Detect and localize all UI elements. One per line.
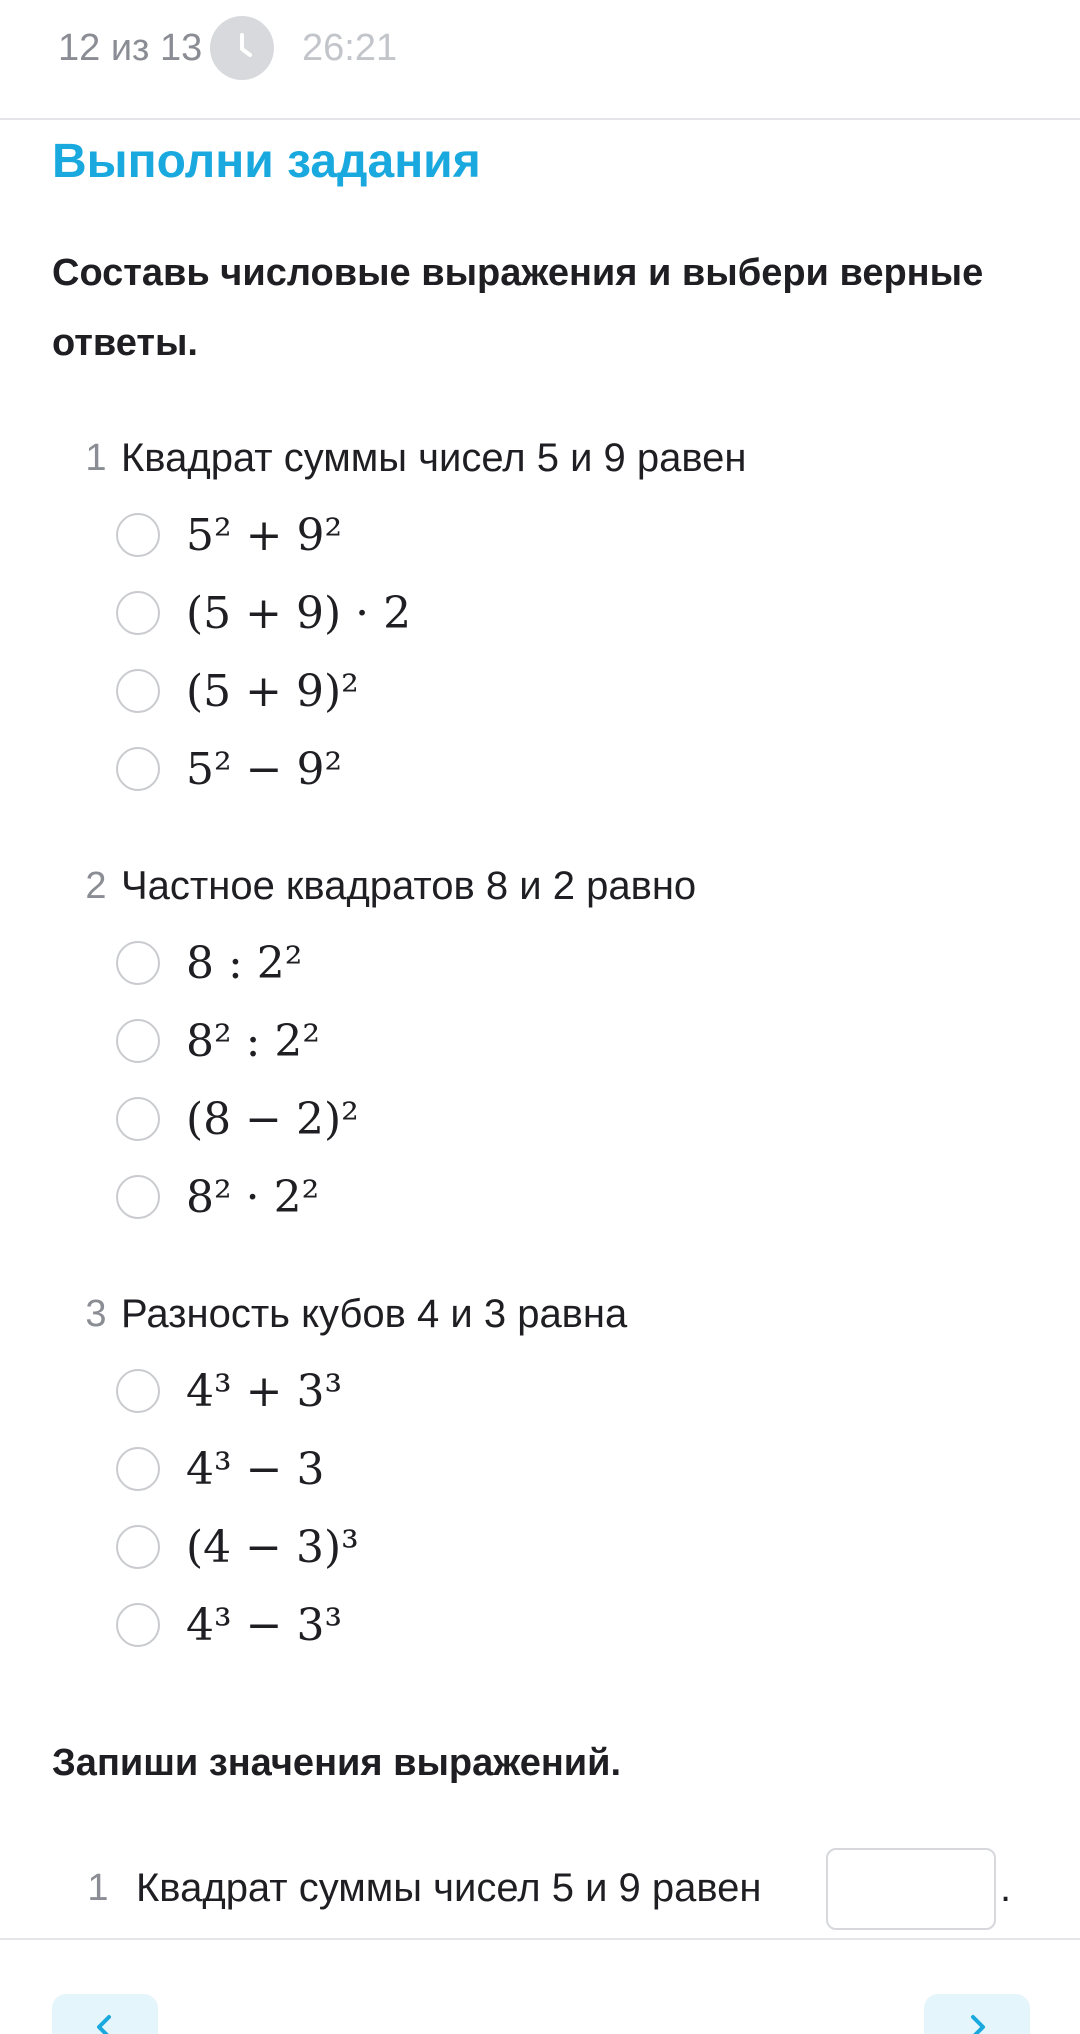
answer-option[interactable] xyxy=(0,1012,600,1072)
answer-option[interactable] xyxy=(0,584,600,644)
item-suffix: . xyxy=(1000,1866,1012,1910)
timer: 26:21 xyxy=(302,27,398,69)
option-expression: (5 + 9)² xyxy=(186,666,359,717)
answer-option[interactable] xyxy=(0,1362,600,1422)
item-number: 1 xyxy=(87,1867,109,1909)
radio-button[interactable] xyxy=(116,941,160,985)
question-number: 2 xyxy=(85,865,107,907)
question-number: 3 xyxy=(85,1293,107,1335)
question-number: 1 xyxy=(85,437,107,479)
radio-button[interactable] xyxy=(116,669,160,713)
radio-button[interactable] xyxy=(116,1603,160,1647)
question-text: Частное квадратов 8 и 2 равно xyxy=(121,864,697,908)
option-expression: 8² : 2² xyxy=(186,1016,321,1067)
option-expression: 4³ − 3³ xyxy=(186,1600,343,1651)
option-expression: 4³ − 3 xyxy=(186,1444,325,1495)
answer-option[interactable] xyxy=(0,934,600,994)
option-expression: (4 − 3)³ xyxy=(186,1522,359,1573)
next-button[interactable] xyxy=(924,1994,1030,2034)
answer-input[interactable] xyxy=(826,1848,996,1930)
section-instruction: Составь числовые выражения и выбери верные ответы. xyxy=(52,252,984,364)
radio-button[interactable] xyxy=(116,1097,160,1141)
option-expression: 5² + 9² xyxy=(186,510,343,561)
fill-in-item xyxy=(0,1848,1080,1928)
radio-button[interactable] xyxy=(116,1447,160,1491)
answer-option[interactable] xyxy=(0,740,600,800)
answer-option[interactable] xyxy=(0,1518,600,1578)
section-instruction: Запиши значения выражений. xyxy=(52,1742,622,1784)
option-expression: 5² − 9² xyxy=(186,744,343,795)
answer-option[interactable] xyxy=(0,1168,600,1228)
bottom-navigation xyxy=(0,1938,1080,2034)
option-expression: 8² · 2² xyxy=(186,1172,320,1223)
answer-option[interactable] xyxy=(0,662,600,722)
question-header xyxy=(0,1284,1080,1344)
question-header xyxy=(0,856,1080,916)
answer-option[interactable] xyxy=(0,506,600,566)
radio-button[interactable] xyxy=(116,1019,160,1063)
question-text: Квадрат суммы чисел 5 и 9 равен xyxy=(121,436,747,480)
clock-icon xyxy=(210,16,274,80)
item-text: Квадрат суммы чисел 5 и 9 равен xyxy=(136,1866,762,1910)
radio-button[interactable] xyxy=(116,513,160,557)
question-text: Разность кубов 4 и 3 равна xyxy=(121,1292,628,1336)
question-header xyxy=(0,428,1080,488)
radio-button[interactable] xyxy=(116,1525,160,1569)
answer-option[interactable] xyxy=(0,1596,600,1656)
radio-button[interactable] xyxy=(116,591,160,635)
question-progress: 12 из 13 xyxy=(58,27,203,69)
radio-button[interactable] xyxy=(116,1175,160,1219)
option-expression: (8 − 2)² xyxy=(186,1094,359,1145)
page-title: Выполни задания xyxy=(52,135,481,188)
chevron-left-icon xyxy=(90,2012,120,2034)
radio-button[interactable] xyxy=(116,1369,160,1413)
top-bar xyxy=(0,0,1080,120)
previous-button[interactable] xyxy=(52,1994,158,2034)
option-expression: 8 : 2² xyxy=(186,938,303,989)
option-expression: (5 + 9) · 2 xyxy=(186,588,412,639)
option-expression: 4³ + 3³ xyxy=(186,1366,343,1417)
answer-option[interactable] xyxy=(0,1440,600,1500)
chevron-right-icon xyxy=(962,2012,992,2034)
radio-button[interactable] xyxy=(116,747,160,791)
answer-option[interactable] xyxy=(0,1090,600,1150)
